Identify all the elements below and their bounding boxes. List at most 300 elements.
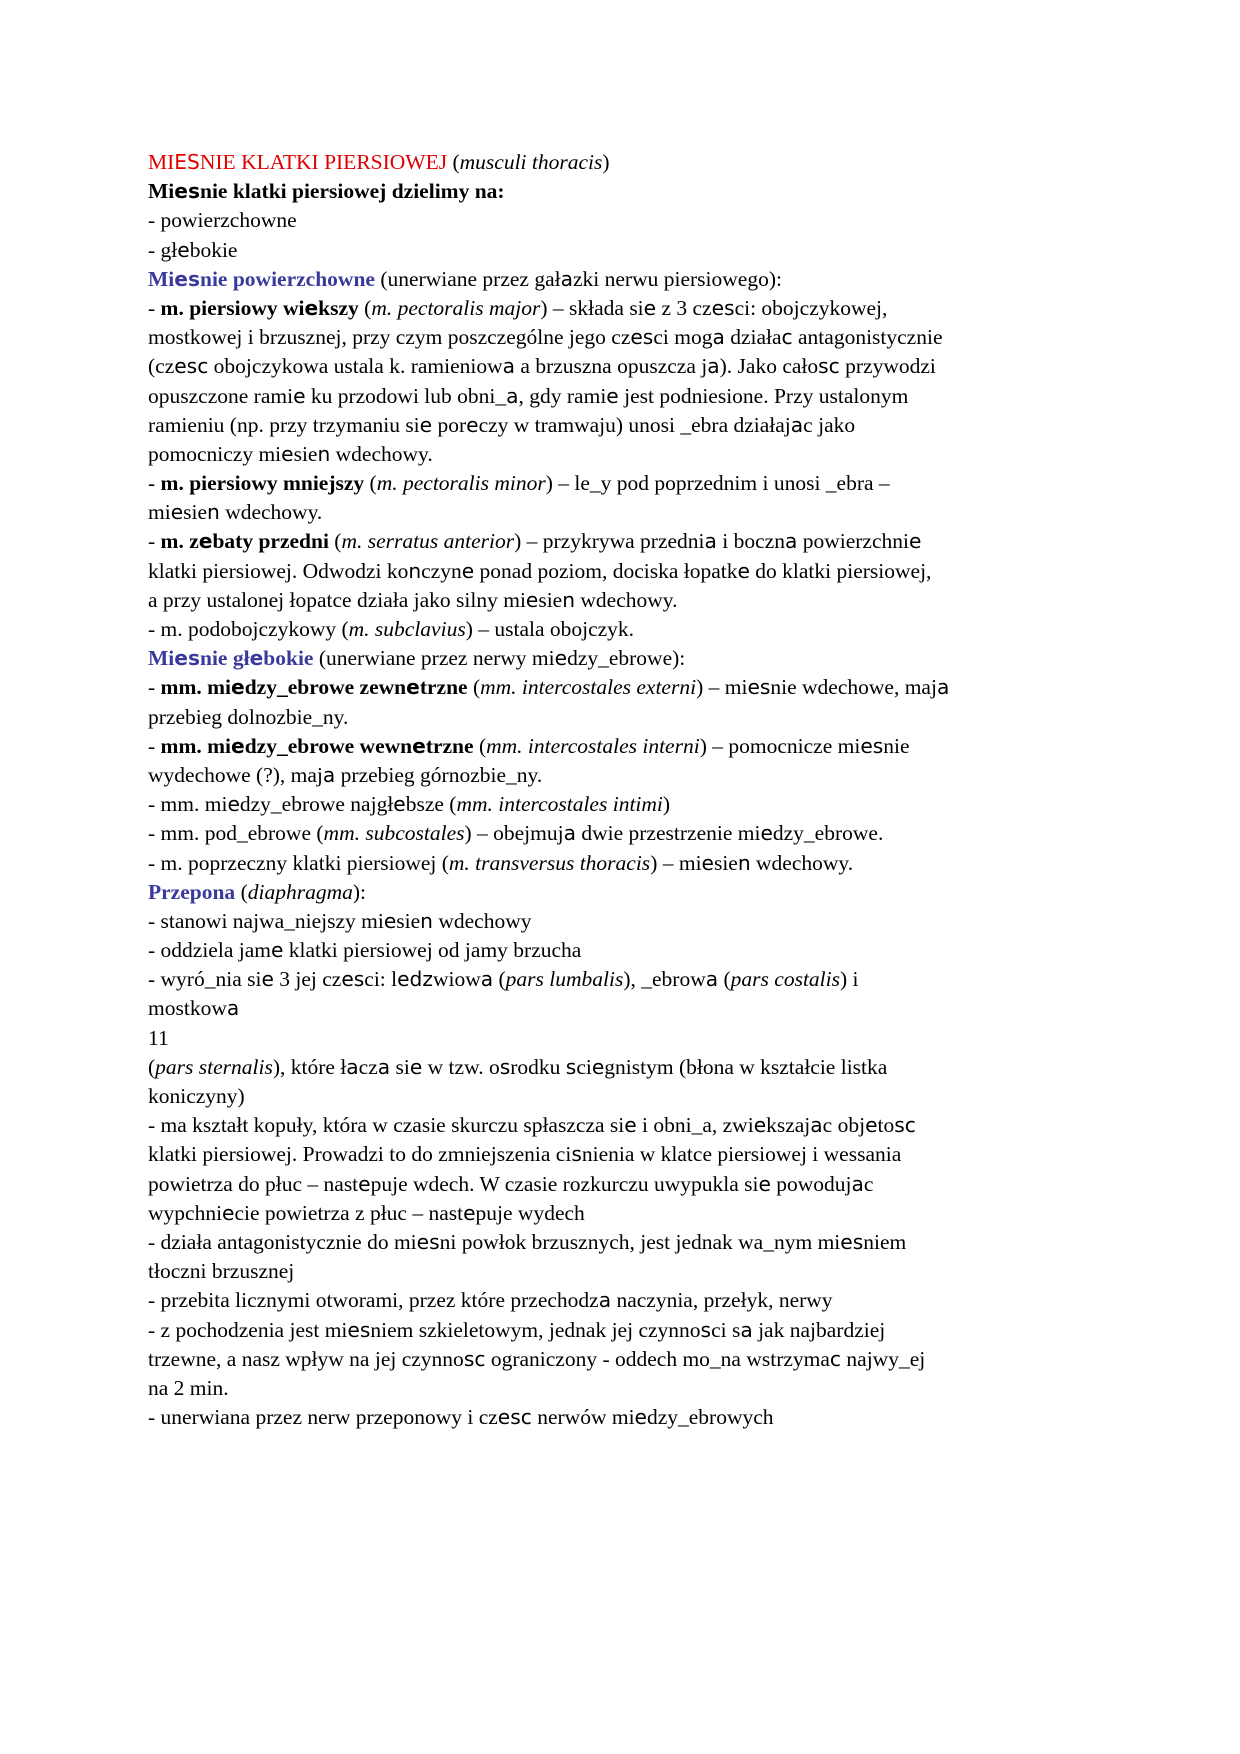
- text-run: a: [936, 675, 950, 700]
- text-line: [148, 790, 1098, 819]
- text-run: rodku: [510, 1054, 566, 1079]
- text-run: - działa antagonistycznie do mi: [148, 1229, 417, 1254]
- text-run: sie: [396, 908, 421, 933]
- text-run: -: [148, 675, 161, 700]
- text-run: e: [222, 1200, 235, 1225]
- text-run: i boczn: [716, 529, 785, 554]
- text-run: ci: [576, 1054, 592, 1079]
- text-run: E: [174, 150, 188, 174]
- text-run: a: [322, 762, 336, 787]
- text-run: e: [591, 1054, 605, 1079]
- text-run: - gł: [148, 237, 178, 262]
- text-run: - powierzchowne: [148, 208, 297, 233]
- text-run: e: [393, 792, 406, 817]
- text-run: mm. mi: [160, 675, 231, 700]
- text-run: Mi: [148, 266, 175, 291]
- text-run: sc: [894, 1113, 916, 1138]
- text-run: bokie: [263, 646, 314, 671]
- text-run: e: [249, 646, 264, 671]
- text-run: Przepona: [148, 879, 236, 904]
- text-run: a: [851, 1171, 864, 1196]
- text-run: s: [700, 1317, 712, 1342]
- text-line: [148, 1111, 1098, 1140]
- text-run: (: [364, 471, 377, 496]
- text-run: m. piersiowy wi: [160, 295, 305, 320]
- text-line: [148, 265, 1098, 294]
- text-line: [148, 382, 1098, 411]
- text-run: e: [231, 675, 245, 700]
- text-line: [148, 936, 1098, 965]
- text-run: m. serratus anterior: [341, 529, 515, 554]
- text-line: [148, 236, 1098, 265]
- text-run: (unerwiane przez nerwy mi: [313, 646, 555, 671]
- text-run: ). Jako cało: [719, 354, 819, 379]
- text-run: n: [207, 500, 220, 525]
- text-run: Mi: [148, 179, 175, 204]
- text-run: s: [571, 1142, 582, 1167]
- text-run: ) – le_y pod poprzednim i unosi _ebra –: [545, 471, 890, 496]
- text-run: c obj: [822, 1113, 866, 1138]
- text-run: powierzchni: [797, 529, 909, 554]
- text-run: przebieg górnozbie_ny.: [335, 762, 543, 787]
- text-run: e: [231, 733, 245, 758]
- text-run: mm. subcostales: [323, 821, 465, 846]
- text-run: (: [718, 967, 731, 992]
- text-run: e: [419, 412, 433, 437]
- text-run: nienia w klatce piersiowej i wessania: [581, 1142, 902, 1167]
- text-run: (: [235, 879, 248, 904]
- text-run: tłoczni brzusznej: [148, 1259, 295, 1284]
- text-line: [148, 615, 1098, 644]
- text-run: a: [784, 529, 798, 554]
- text-run: e: [466, 412, 479, 437]
- text-run: dzy_ebrowych: [646, 1405, 774, 1430]
- text-run: s: [429, 1229, 440, 1254]
- text-run: pomocniczy mi: [148, 441, 282, 466]
- text-line: [148, 177, 1098, 206]
- text-run: a: [704, 529, 717, 554]
- text-run: nerwów mi: [531, 1405, 635, 1430]
- text-run: (: [473, 733, 487, 758]
- text-line: [148, 1374, 1098, 1403]
- text-run: es: [630, 325, 654, 350]
- text-run: jak najbardziej: [752, 1317, 886, 1342]
- text-run: e: [412, 733, 426, 758]
- text-run: przywodzi: [839, 354, 936, 379]
- text-run: ):: [352, 879, 366, 904]
- text-run: mm. intercostales intimi: [456, 792, 663, 817]
- text-run: - oddziela jam: [148, 938, 271, 963]
- text-run: kszy: [318, 295, 359, 320]
- text-run: e: [908, 529, 922, 554]
- text-run: es: [174, 179, 200, 204]
- text-run: n: [562, 587, 576, 612]
- text-run: dwie przestrzenie mi: [575, 821, 761, 846]
- text-run: kszaj: [766, 1113, 811, 1138]
- text-run: - mm. mi: [148, 792, 228, 817]
- text-run: por: [432, 412, 467, 437]
- text-run: ), które ł: [272, 1054, 347, 1079]
- text-run: - z pochodzenia jest mi: [148, 1317, 348, 1342]
- text-run: m. z: [160, 529, 199, 554]
- text-line: [148, 644, 1098, 673]
- text-run: a: [346, 1054, 359, 1079]
- text-line: [148, 1257, 1098, 1286]
- text-run: - unerwiana przez nerw przeponowy i cz: [148, 1405, 498, 1430]
- text-run: e: [753, 1113, 767, 1138]
- text-run: mostkowej i brzusznej, przy czym poszczególne jego cz: [148, 325, 631, 350]
- text-run: - m. podobojczykowy (: [148, 617, 349, 641]
- text-run: e: [227, 792, 240, 817]
- text-run: i obni_a, zwi: [636, 1113, 754, 1138]
- text-run: nie: [883, 733, 910, 758]
- text-line: [148, 1345, 1098, 1374]
- text-run: czyn: [421, 558, 462, 583]
- text-run: e: [461, 558, 475, 583]
- text-run: a: [598, 1288, 612, 1313]
- text-run: trzne: [425, 733, 474, 758]
- text-run: cie powietrza z płuc – nast: [234, 1200, 464, 1225]
- text-line: [148, 352, 1098, 381]
- text-run: to: [877, 1113, 895, 1138]
- text-run: wypchni: [148, 1200, 223, 1225]
- text-run: wdechowy.: [330, 441, 433, 466]
- text-run: ) – składa si: [540, 295, 644, 320]
- text-run: ): [662, 792, 671, 817]
- text-run: e: [198, 529, 213, 554]
- text-run: musculi thoracis: [459, 150, 603, 174]
- text-line: [148, 557, 1098, 586]
- text-run: dz: [409, 967, 433, 992]
- text-run: es: [747, 675, 771, 700]
- text-run: powietrza do płuc – nast: [148, 1171, 359, 1196]
- text-run: ) i: [839, 967, 859, 992]
- text-line: [148, 527, 1098, 556]
- text-run: n: [737, 850, 751, 875]
- text-run: ci s: [711, 1317, 741, 1342]
- text-line: [148, 206, 1098, 235]
- text-line: [148, 1228, 1098, 1257]
- text-run: ) – mi: [650, 850, 702, 875]
- text-run: dzy_ebrowe zewn: [244, 675, 407, 700]
- text-run: a: [480, 967, 494, 992]
- text-line: [148, 469, 1098, 498]
- text-run: ni powłok brzusznych, jest jednak wa_nym mi: [439, 1229, 841, 1254]
- text-line: [148, 323, 1098, 352]
- text-run: a: [560, 266, 573, 291]
- text-run: puje wydech: [475, 1200, 585, 1225]
- text-run: a: [707, 354, 720, 379]
- text-run: n: [408, 558, 422, 583]
- text-run: m. pectoralis major: [371, 295, 541, 320]
- text-run: nie powierzchowne: [200, 266, 375, 291]
- text-run: -: [148, 733, 161, 758]
- text-run: - stanowi najwa_niejszy mi: [148, 908, 384, 933]
- text-run: ) – przykrywa przedni: [514, 529, 705, 554]
- text-line: [148, 849, 1098, 878]
- text-run: wdechowy.: [575, 587, 678, 612]
- text-run: s: [499, 1054, 511, 1079]
- text-run: ) – obejmuj: [464, 821, 564, 846]
- text-run: e: [737, 558, 750, 583]
- text-line: [148, 1199, 1098, 1228]
- text-run: - m. poprzeczny klatki piersiowej (: [148, 850, 449, 875]
- text-run: S: [187, 150, 200, 174]
- text-run: puje wdech. W czasie rozkurczu uwypukla si: [370, 1171, 759, 1196]
- text-run: a: [790, 412, 804, 437]
- text-run: pars costalis: [730, 967, 840, 992]
- text-run: sie: [713, 850, 738, 875]
- text-run: niem: [863, 1229, 907, 1254]
- text-run: wdechowy.: [750, 850, 854, 875]
- text-run: - mm. pod_ebrowe (: [148, 821, 324, 846]
- text-run: niem szkieletowym, jednak jej czynno: [370, 1317, 701, 1342]
- text-run: e: [383, 908, 397, 933]
- text-run: działa: [724, 325, 782, 350]
- text-run: (: [493, 967, 506, 992]
- text-run: - wyró_nia si: [148, 967, 262, 992]
- text-run: -: [148, 295, 161, 320]
- text-run: n: [317, 441, 331, 466]
- text-run: a: [810, 1113, 823, 1138]
- text-line: [148, 1053, 1098, 1082]
- text-run: Mi: [148, 646, 175, 671]
- text-run: w tzw. o: [422, 1054, 500, 1079]
- text-run: wdechowy.: [219, 500, 323, 525]
- text-run: (: [148, 1054, 156, 1079]
- text-run: dzy_ebrowe wewn: [244, 733, 413, 758]
- text-run: esc: [497, 1405, 532, 1430]
- text-run: ) – pomocnicze mi: [699, 733, 861, 758]
- text-run: NIE KLATKI PIERSIOWEJ: [199, 150, 448, 174]
- text-run: c: [829, 1346, 842, 1371]
- text-run: e: [865, 1113, 878, 1138]
- text-run: -: [148, 471, 161, 496]
- text-run: bsze (: [405, 792, 457, 817]
- text-run: m. pectoralis minor: [376, 471, 546, 496]
- text-run: m. transversus thoracis: [448, 850, 651, 875]
- text-run: nie gł: [200, 646, 250, 671]
- text-line: [148, 965, 1098, 994]
- text-run: sie: [293, 441, 318, 466]
- text-run: gnistym (błona w kształcie listka: [604, 1054, 888, 1079]
- text-run: a: [377, 1054, 391, 1079]
- text-run: ograniczony - oddech mo_na wstrzyma: [485, 1346, 830, 1371]
- text-run: e: [624, 1113, 637, 1138]
- text-run: (: [447, 150, 460, 174]
- text-run: koniczyny): [148, 1084, 245, 1108]
- text-run: nie wdechowe, maj: [770, 675, 937, 700]
- text-run: es: [174, 266, 200, 291]
- text-run: ) – mi: [696, 675, 748, 700]
- document-body: [148, 148, 1098, 1432]
- text-run: - przebita licznymi otworami, przez które przechodz: [148, 1288, 599, 1313]
- text-run: wiow: [432, 967, 481, 992]
- text-run: mi: [148, 500, 171, 525]
- text-run: ramieniu (np. przy trzymaniu si: [148, 412, 420, 437]
- text-run: przebieg dolnozbie_ny.: [148, 704, 349, 729]
- text-run: a: [506, 383, 519, 408]
- text-run: z 3 cz: [656, 295, 712, 320]
- text-run: (: [467, 675, 481, 700]
- text-run: m. piersiowy mniejszy: [160, 471, 365, 496]
- text-run: s: [565, 1054, 577, 1079]
- text-run: esc: [174, 354, 209, 379]
- text-run: mm. intercostales externi: [480, 675, 697, 700]
- text-line: [148, 1403, 1098, 1432]
- text-run: antagonistycznie: [792, 325, 943, 350]
- text-run: a: [705, 967, 719, 992]
- text-run: bokie: [189, 237, 238, 262]
- text-run: powoduj: [770, 1171, 852, 1196]
- text-line: [148, 732, 1098, 761]
- text-line: [148, 498, 1098, 527]
- text-run: do klatki piersiowej,: [749, 558, 932, 583]
- text-run: ) – ustala obojczyk.: [465, 617, 635, 641]
- text-run: mostkow: [148, 996, 227, 1021]
- text-run: a: [740, 1317, 753, 1342]
- text-line: [148, 440, 1098, 469]
- text-run: e: [170, 500, 184, 525]
- text-run: czy w tramwaju) unosi _ebra działaj: [478, 412, 791, 437]
- text-run: obojczykowa ustala k. ramieniow: [208, 354, 503, 379]
- text-run: cz: [358, 1054, 378, 1079]
- text-line: [148, 907, 1098, 936]
- text-run: ci mog: [653, 325, 713, 350]
- text-run: si: [390, 1054, 410, 1079]
- text-line: [148, 703, 1098, 732]
- text-line: [148, 294, 1098, 323]
- text-run: jest podniesione. Przy ustalonym: [618, 383, 909, 408]
- text-run: ponad poziom, dociska łopatk: [474, 558, 738, 583]
- text-run: e: [304, 295, 319, 320]
- text-run: (unerwiane przez gał: [374, 266, 561, 291]
- text-run: ci: l: [364, 967, 398, 992]
- text-run: opuszczone rami: [148, 383, 294, 408]
- text-run: klatki piersiowej. Odwodzi ko: [148, 558, 409, 583]
- text-run: e: [758, 1171, 771, 1196]
- text-run: trzewne, a nasz wpływ na jej czynno: [148, 1346, 464, 1371]
- text-run: e: [554, 646, 568, 671]
- text-run: 11: [148, 1025, 169, 1050]
- text-run: -: [148, 529, 161, 554]
- text-run: n: [420, 908, 433, 933]
- text-line: [148, 673, 1098, 702]
- text-run: es: [860, 733, 884, 758]
- text-run: MI: [148, 150, 175, 174]
- text-line: [148, 1316, 1098, 1345]
- text-run: es: [711, 295, 735, 320]
- text-run: sie: [538, 587, 563, 612]
- text-run: dzy_ebrowe.: [772, 821, 884, 846]
- text-run: e: [463, 1200, 476, 1225]
- text-run: ci: obojczykowej,: [734, 295, 888, 320]
- text-run: (: [328, 529, 342, 554]
- text-run: sie: [183, 500, 208, 525]
- text-run: ): [602, 150, 610, 174]
- text-run: e: [270, 938, 284, 963]
- page-number: [148, 1024, 1098, 1053]
- text-run: - ma kształt kopuły, która w czasie skurczu spłaszcza si: [148, 1113, 625, 1138]
- text-run: e: [643, 295, 657, 320]
- text-run: e: [397, 967, 410, 992]
- text-run: ku przodowi lub obni_: [305, 383, 507, 408]
- text-line: [148, 761, 1098, 790]
- text-run: a: [712, 325, 725, 350]
- text-run: e: [293, 383, 306, 408]
- text-run: nie klatki piersiowej dzielimy na:: [200, 179, 505, 204]
- text-run: c jako: [803, 412, 856, 437]
- text-run: dzy_ebrowe):: [567, 646, 686, 671]
- text-run: e: [416, 1229, 430, 1254]
- text-run: a: [563, 821, 576, 846]
- text-run: a przy ustalonej łopatce działa jako silny mi: [148, 587, 526, 612]
- text-line: [148, 1140, 1098, 1169]
- text-run: e: [760, 821, 773, 846]
- text-run: naczynia, przełyk, nerwy: [611, 1288, 833, 1313]
- text-run: e: [634, 1405, 647, 1430]
- text-run: e: [606, 383, 619, 408]
- text-line: [148, 994, 1098, 1023]
- text-run: zki nerwu piersiowego):: [572, 266, 782, 291]
- text-run: es: [341, 967, 365, 992]
- text-run: es: [174, 646, 200, 671]
- text-run: wdechowy: [432, 908, 532, 933]
- text-run: e: [281, 441, 294, 466]
- text-run: (cz: [148, 354, 175, 379]
- text-run: m. subclavius: [348, 617, 466, 641]
- text-line: [148, 1170, 1098, 1199]
- text-run: a brzuszna opuszcza j: [515, 354, 708, 379]
- text-run: (: [358, 295, 372, 320]
- text-run: klatki piersiowej. Prowadzi to do zmniejszenia ci: [148, 1142, 572, 1167]
- text-line: [148, 1286, 1098, 1315]
- text-line: [148, 1082, 1098, 1111]
- text-run: es: [347, 1317, 371, 1342]
- text-run: pars lumbalis: [505, 967, 624, 992]
- text-run: e: [409, 1054, 423, 1079]
- text-run: a: [226, 996, 240, 1021]
- text-run: e: [701, 850, 714, 875]
- text-run: trzne: [419, 675, 468, 700]
- text-run: mm. mi: [160, 733, 231, 758]
- text-line: [148, 586, 1098, 615]
- text-run: es: [840, 1229, 864, 1254]
- text-run: pars sternalis: [155, 1054, 273, 1079]
- text-run: sc: [463, 1346, 486, 1371]
- text-run: c: [863, 1171, 874, 1196]
- text-run: dzy_ebrowe najgł: [239, 792, 394, 817]
- text-run: e: [406, 675, 420, 700]
- text-run: mm. intercostales interni: [486, 733, 700, 758]
- text-run: a: [502, 354, 516, 379]
- text-run: klatki piersiowej od jamy brzucha: [283, 938, 582, 963]
- text-run: c: [781, 325, 793, 350]
- text-run: sc: [818, 354, 840, 379]
- text-line: [148, 819, 1098, 848]
- text-run: 3 jej cz: [273, 967, 342, 992]
- text-run: baty przedni: [212, 529, 329, 554]
- text-line: [148, 878, 1098, 907]
- text-run: , gdy rami: [518, 383, 607, 408]
- text-run: wydechowe (?), maj: [148, 762, 323, 787]
- text-run: e: [358, 1171, 371, 1196]
- text-run: e: [261, 967, 274, 992]
- text-run: ), _ebrow: [623, 967, 706, 992]
- document-title: [148, 148, 1098, 177]
- text-run: najwy_ej: [841, 1346, 926, 1371]
- text-line: [148, 411, 1098, 440]
